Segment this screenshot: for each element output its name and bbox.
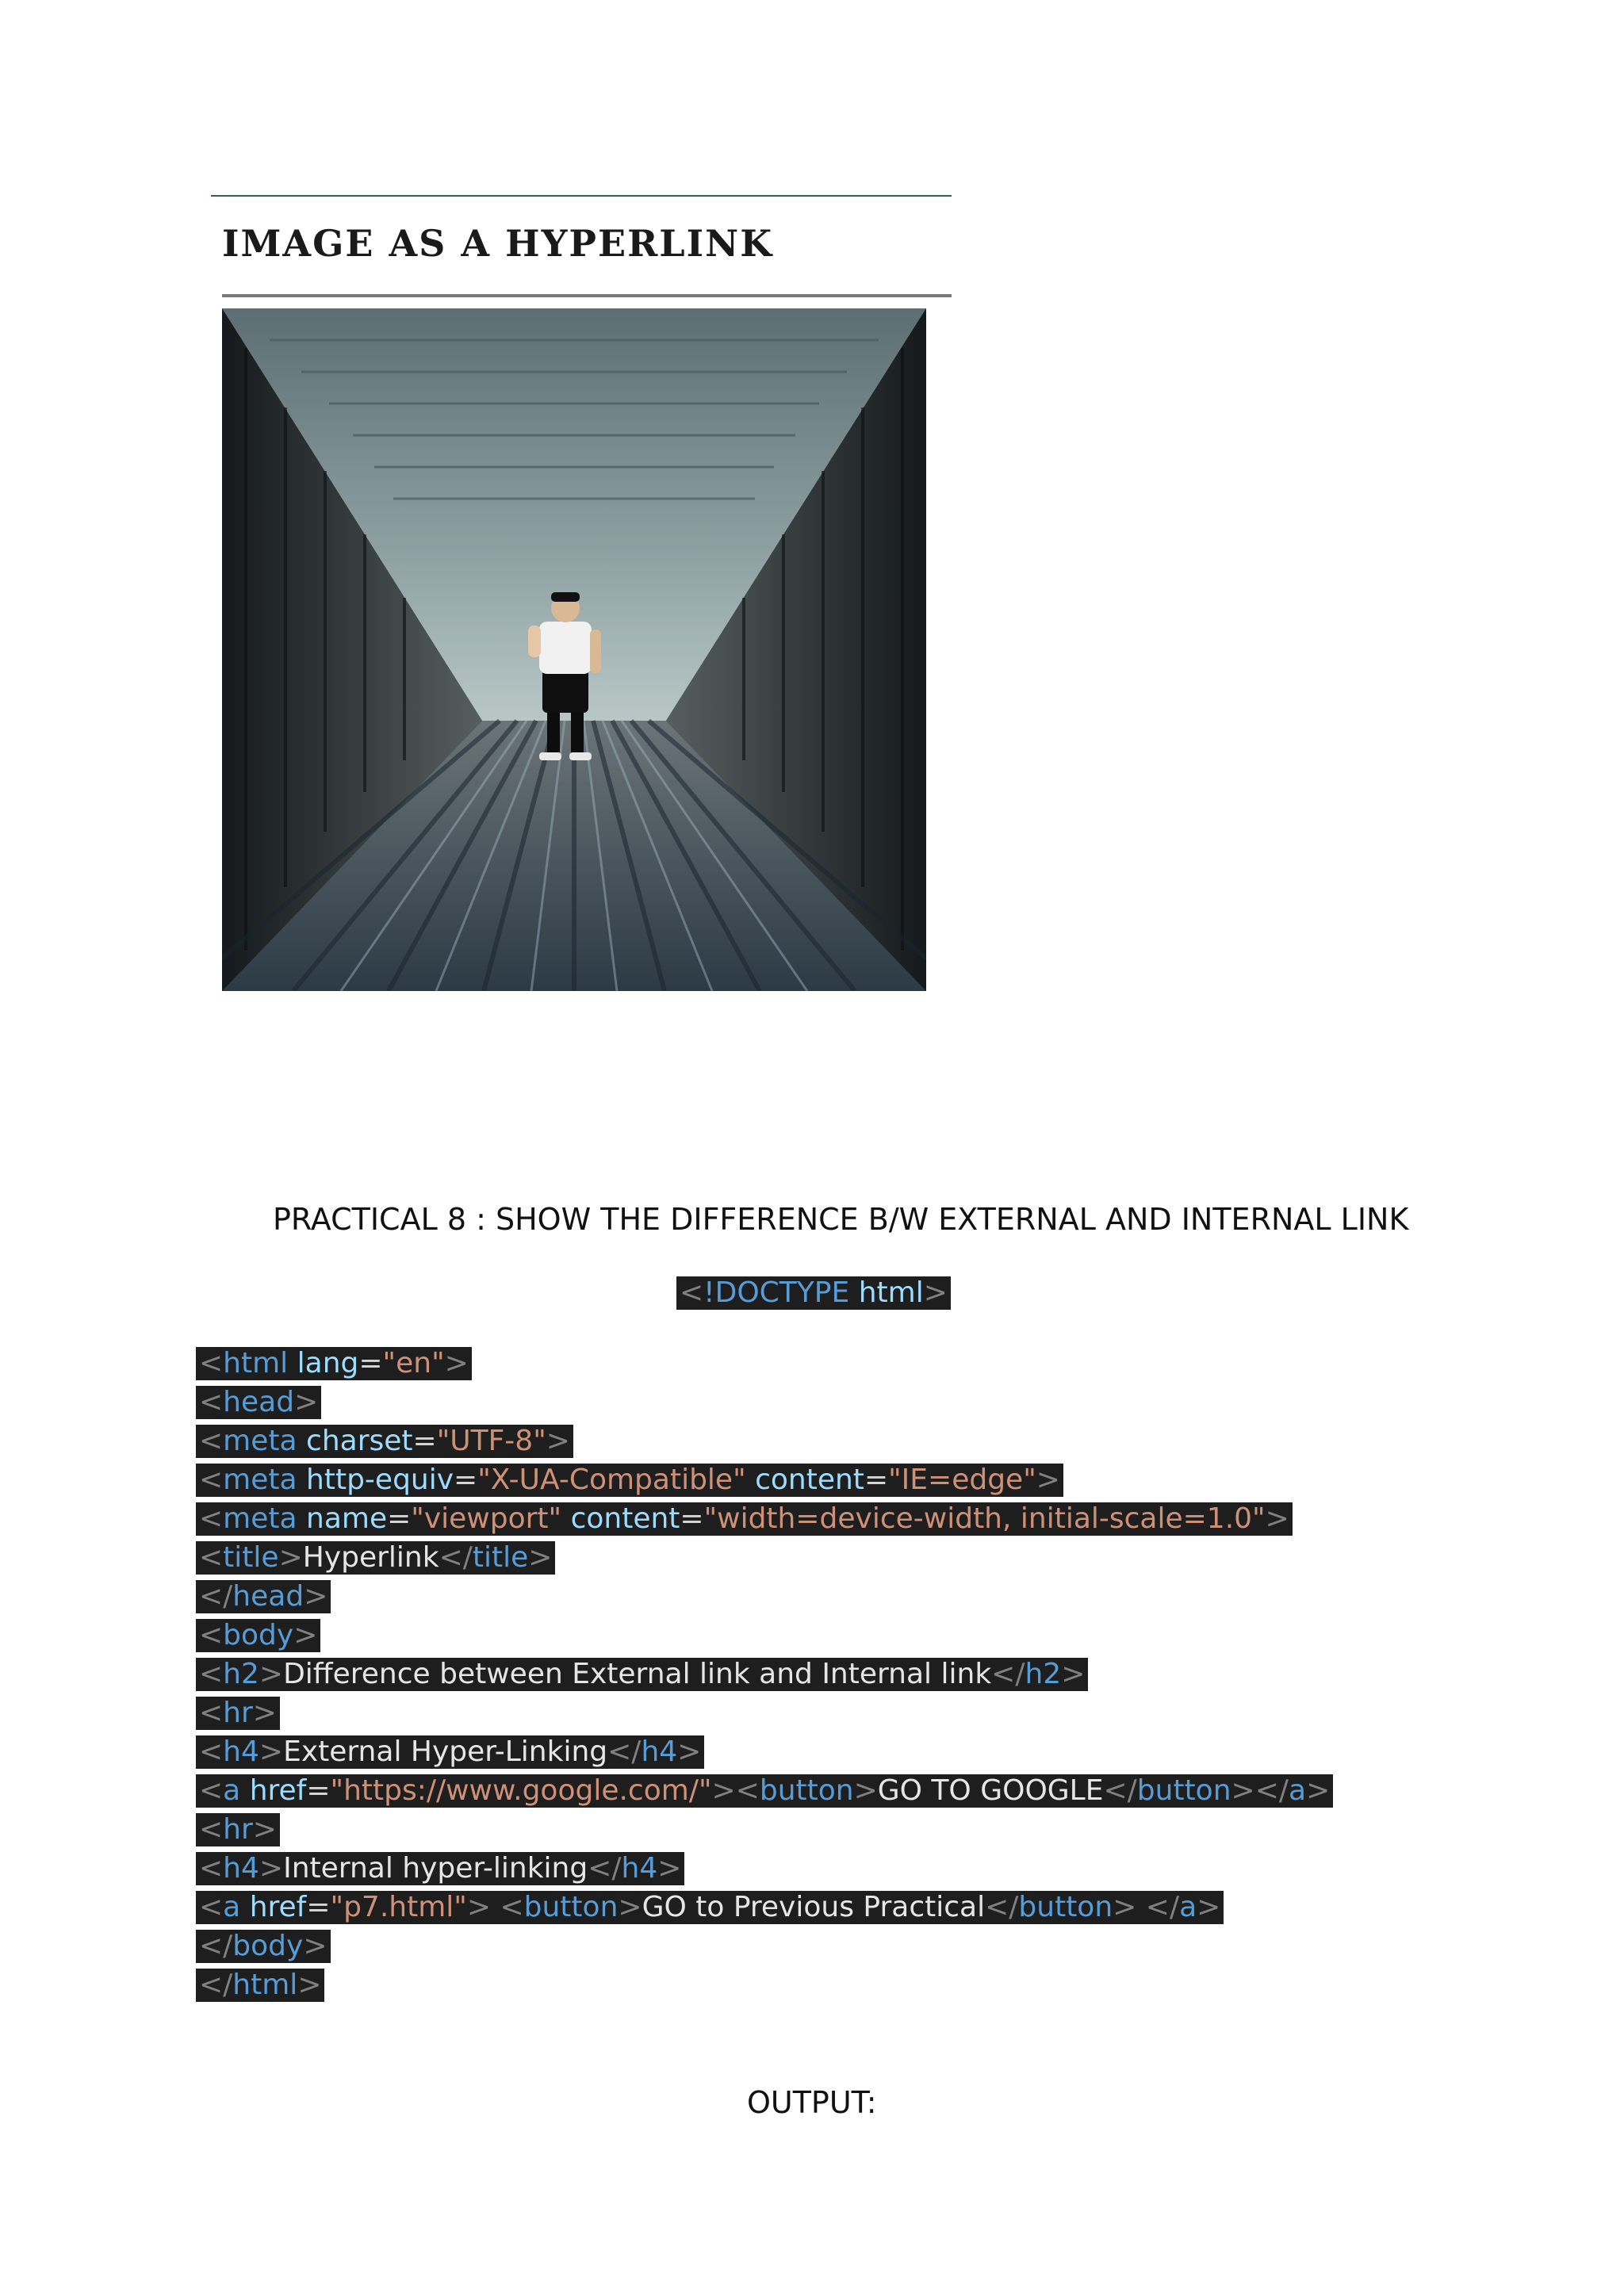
code-line-h2: <h2>Difference between External link and Internal link</h2> — [196, 1658, 1088, 1691]
title-bottom-rule — [222, 294, 952, 297]
code-line-html-open: <html lang="en"> — [196, 1347, 472, 1380]
code-line-body-open: <body> — [196, 1619, 320, 1652]
code-line-meta-viewport: <meta name="viewport" content="width=device-width, initial-scale=1.0"> — [196, 1502, 1293, 1536]
hyperlink-photo[interactable] — [222, 308, 926, 991]
code-line-a-p7: <a href="p7.html"> <button>GO to Previous Practical</button> </a> — [196, 1891, 1224, 1924]
code-line-doctype: <!DOCTYPE html> — [676, 1276, 951, 1310]
code-line-title: <title>Hyperlink</title> — [196, 1541, 555, 1575]
code-line-a-google: <a href="https://www.google.com/"><button>GO TO GOOGLE</button></a> — [196, 1774, 1333, 1808]
code-line-meta-charset: <meta charset="UTF-8"> — [196, 1425, 573, 1458]
photo-illustration — [222, 308, 926, 991]
code-line-html-close: </html> — [196, 1969, 324, 2002]
practical-heading: PRACTICAL 8 : SHOW THE DIFFERENCE B/W EXTERNAL AND INTERNAL LINK — [273, 1202, 1409, 1237]
code-line-body-close: </body> — [196, 1930, 331, 1963]
code-line-hr-2: <hr> — [196, 1813, 280, 1846]
output-label: OUTPUT: — [747, 2085, 877, 2120]
code-line-h4-internal: <h4>Internal hyper-linking</h4> — [196, 1852, 684, 1885]
code-line-meta-httpequiv: <meta http-equiv="X-UA-Compatible" content="IE=edge"> — [196, 1464, 1063, 1497]
image-hyperlink-heading: IMAGE AS A HYPERLINK — [222, 222, 774, 265]
code-line-hr-1: <hr> — [196, 1697, 280, 1730]
code-line-head-open: <head> — [196, 1386, 321, 1419]
code-line-head-close: </head> — [196, 1580, 331, 1613]
code-line-h4-external: <h4>External Hyper-Linking</h4> — [196, 1735, 704, 1769]
title-top-rule — [211, 195, 952, 197]
